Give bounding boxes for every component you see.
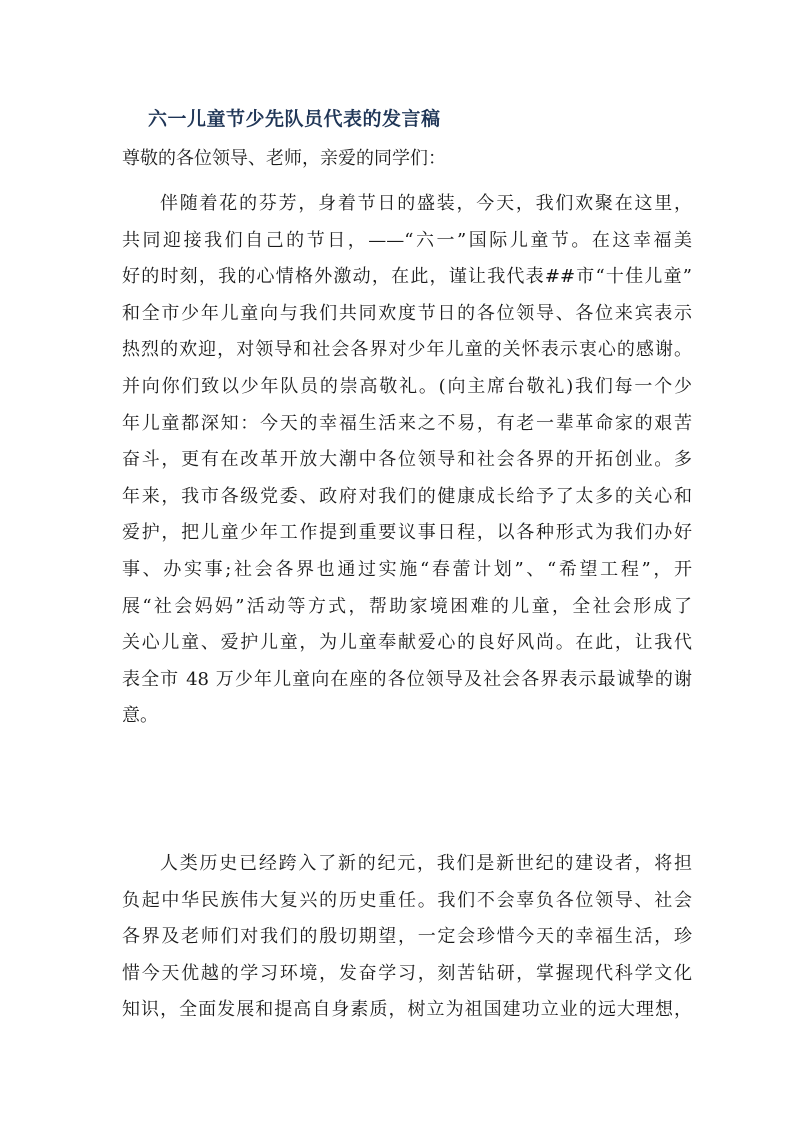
paragraph-line: 好的时刻，我的心情格外激动，在此，谨让我代表##市“十佳儿童” — [122, 266, 692, 288]
paragraph-line: 展“社会妈妈”活动等方式，帮助家境困难的儿童，全社会形成了 — [122, 595, 692, 617]
paragraph-line: 和全市少年儿童向与我们共同欢度节日的各位领导、各位来宾表示 — [122, 302, 692, 324]
paragraph-line: 奋斗，更有在改革开放大潮中各位领导和社会各界的开拓创业。多 — [122, 449, 692, 471]
paragraph-line: 热烈的欢迎，对领导和社会各界对少年儿童的关怀表示衷心的感谢。 — [122, 339, 692, 361]
paragraph-line: 并向你们致以少年队员的崇高敬礼。(向主席台敬礼)我们每一个少 — [122, 375, 692, 397]
paragraph-1 — [122, 186, 692, 735]
paragraph-line: 表全市 48 万少年儿童向在座的各位领导及社会各界表示最诚挚的谢 — [122, 668, 692, 690]
paragraph-line: 各界及老师们对我们的殷切期望，一定会珍惜今天的幸福生活，珍 — [122, 926, 692, 948]
paragraph-line: 关心儿童、爱护儿童，为儿童奉献爱心的良好风尚。在此，让我代 — [122, 632, 692, 654]
paragraph-line: 惜今天优越的学习环境，发奋学习，刻苦钻研，掌握现代科学文化 — [122, 962, 692, 984]
paragraph-line: 意。 — [122, 705, 158, 727]
paragraph-line: 伴随着花的芬芳，身着节日的盛装，今天，我们欢聚在这里， — [160, 193, 692, 214]
paragraph-line: 人类历史已经跨入了新的纪元，我们是新世纪的建设者，将担 — [160, 853, 692, 874]
paragraph-line: 事、办实事;社会各界也通过实施“春蕾计划”、“希望工程”，开 — [122, 558, 692, 580]
paragraph-line: 负起中华民族伟大复兴的历史重任。我们不会辜负各位领导、社会 — [122, 889, 692, 911]
document-title: 六一儿童节少先队员代表的发言稿 — [148, 108, 441, 130]
paragraph-line: 共同迎接我们自己的节日，——“六一”国际儿童节。在这幸福美 — [122, 229, 692, 251]
paragraph-line: 爱护，把儿童少年工作提到重要议事日程，以各种形式为我们办好 — [122, 522, 692, 544]
paragraph-line: 年儿童都深知：今天的幸福生活来之不易，有老一辈革命家的艰苦 — [122, 412, 692, 434]
paragraph-line: 年来，我市各级党委、政府对我们的健康成长给予了太多的关心和 — [122, 485, 692, 507]
paragraph-line: 知识，全面发展和提高自身素质，树立为祖国建功立业的远大理想， — [122, 999, 692, 1021]
paragraph-2 — [122, 846, 692, 1029]
salutation: 尊敬的各位领导、老师，亲爱的同学们： — [122, 148, 446, 169]
